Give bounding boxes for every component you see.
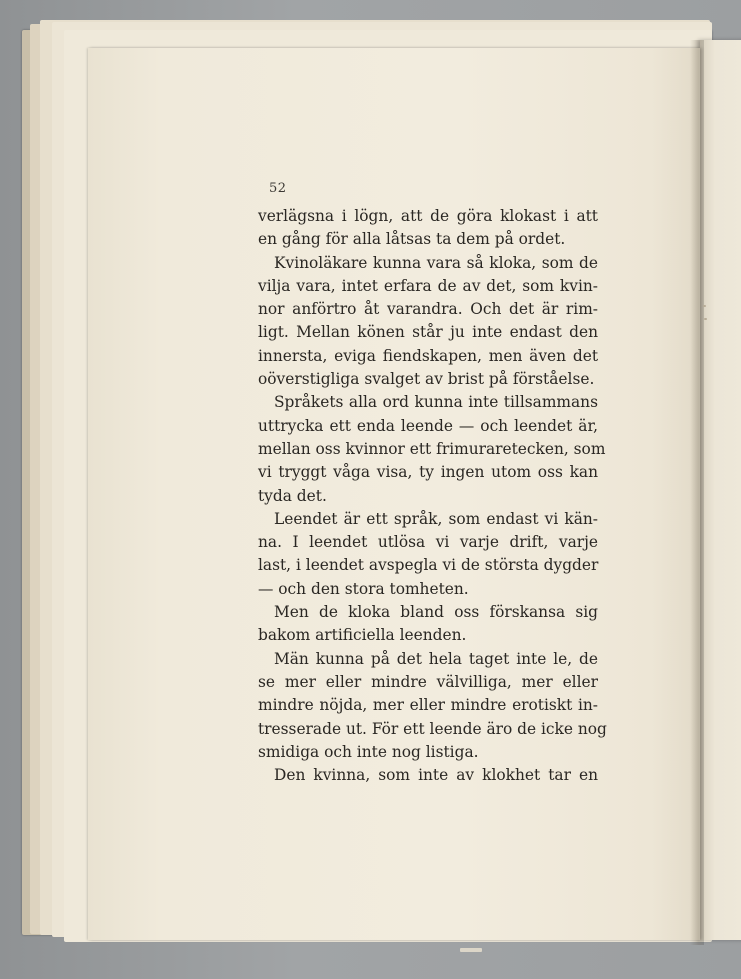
text-line: bakom artificiella leenden.	[258, 626, 467, 645]
gutter-shadow	[690, 40, 704, 945]
text-line: last, i leendet avspegla vi de största dygder	[258, 556, 599, 575]
text-line: mellan oss kvinnor ett frimuraretecken, som	[258, 439, 606, 458]
text-line: Leendet är ett språk, som endast vi kän-	[274, 509, 598, 528]
text-line: tresserade ut. För ett leende äro de icke nog	[258, 719, 607, 738]
text-line: innersta, eviga fiendskapen, men även det	[258, 346, 598, 365]
text-line: Den kvinna, som inte av klokhet tar en	[274, 766, 598, 785]
text-line: Kvinoläkare kunna vara så kloka, som de	[274, 253, 598, 272]
text-line: Men de kloka bland oss förskansa sig	[274, 603, 598, 622]
text-line: Män kunna på det hela taget inte le, de	[274, 649, 598, 668]
text-line: — och den stora tomheten.	[258, 579, 469, 598]
text-line: nor anförtro åt varandra. Och det är rim-	[258, 300, 598, 319]
paper-speck	[460, 948, 482, 952]
text-line: ligt. Mellan könen står ju inte endast den	[258, 323, 598, 342]
text-line: tyda det.	[258, 486, 327, 505]
text-line: uttrycka ett enda leende — och leendet är,	[258, 416, 598, 435]
text-line: smidiga och inte nog listiga.	[258, 742, 479, 761]
text-line: mindre nöjda, mer eller mindre erotiskt in-	[258, 696, 598, 715]
text-line: na. I leendet utlösa vi varje drift, varje	[258, 533, 598, 552]
text-line: oöverstigliga svalget av brist på förståelse.	[258, 370, 595, 389]
facing-page-edge	[700, 40, 741, 940]
text-line: en gång för alla låtsas ta dem på ordet.	[258, 230, 566, 249]
text-line: vilja vara, intet erfara de av det, som kvin-	[258, 276, 598, 295]
paper-speck	[704, 318, 707, 320]
text-line: Språkets alla ord kunna inte tillsammans	[274, 393, 598, 412]
text-line: verlägsna i lögn, att de göra klokast i att	[258, 207, 598, 225]
paper-speck	[703, 305, 706, 307]
text-line: se mer eller mindre välvilliga, mer eller	[258, 672, 598, 691]
text-line: vi tryggt våga visa, ty ingen utom oss kan	[258, 463, 598, 482]
body-text	[258, 205, 607, 787]
page-number: 52	[269, 181, 287, 196]
